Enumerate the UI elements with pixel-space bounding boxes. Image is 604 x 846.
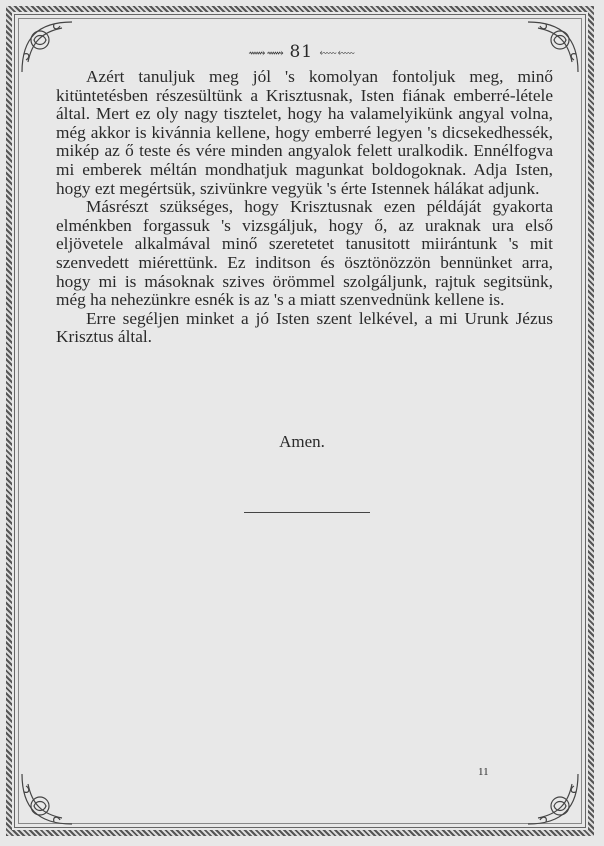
divider: [244, 512, 370, 513]
header-flourish-icon: ⟿⟿: [248, 46, 290, 60]
signature-mark: 11: [478, 766, 489, 778]
header-flourish-icon: ⬳⬳: [319, 46, 356, 60]
paragraph: Erre segéljen minket a jó Isten szent lelkével, a mi Urunk Jézus Krisztus által.: [56, 308, 553, 347]
body-text: [56, 68, 553, 347]
corner-ornament-icon: [524, 770, 582, 828]
paragraph: Azért tanuljuk meg jól 's komolyan fontoljuk meg, minő kitüntetésben részesültünk a Krisztusnak, Isten fiának emberré-létele által. Mert ez oly nagy tisztelet, hogy ha valamelyikünk angyal volna, még akkor is kivánnia kellene, hogy emberré legyen 's dicsekedhessék, mikép az ő teste és vére minden angyalok felett uralkodik. Ennélfogva mi emberek méltán mondhatjuk magunkat boldogoknak. Adja Isten, hogy ezt megértsük, szivünkre vegyük 's érte Istennek hálákat adjunk.: [56, 67, 553, 198]
paragraph: Másrészt szükséges, hogy Krisztusnak ezen példáját gyakorta elménkben forgassuk 's vizsgáljuk, hogy ő, az uraknak ura első eljövetele alkalmával minő szeretetet tanusitott miirántunk 's mit szenvedett miérettünk. Ez inditson és ösztönözzön bennünket arra, hogy mi is másoknak szives örömmel szolgáljunk, rajtuk segitsünk, még ha nehezünkre esnék is az 's a miatt szenvednünk kellene is.: [56, 197, 553, 310]
closing-word: Amen.: [279, 432, 325, 451]
page-header: [0, 42, 604, 62]
corner-ornament-icon: [18, 770, 76, 828]
page-number: 81: [289, 42, 314, 62]
